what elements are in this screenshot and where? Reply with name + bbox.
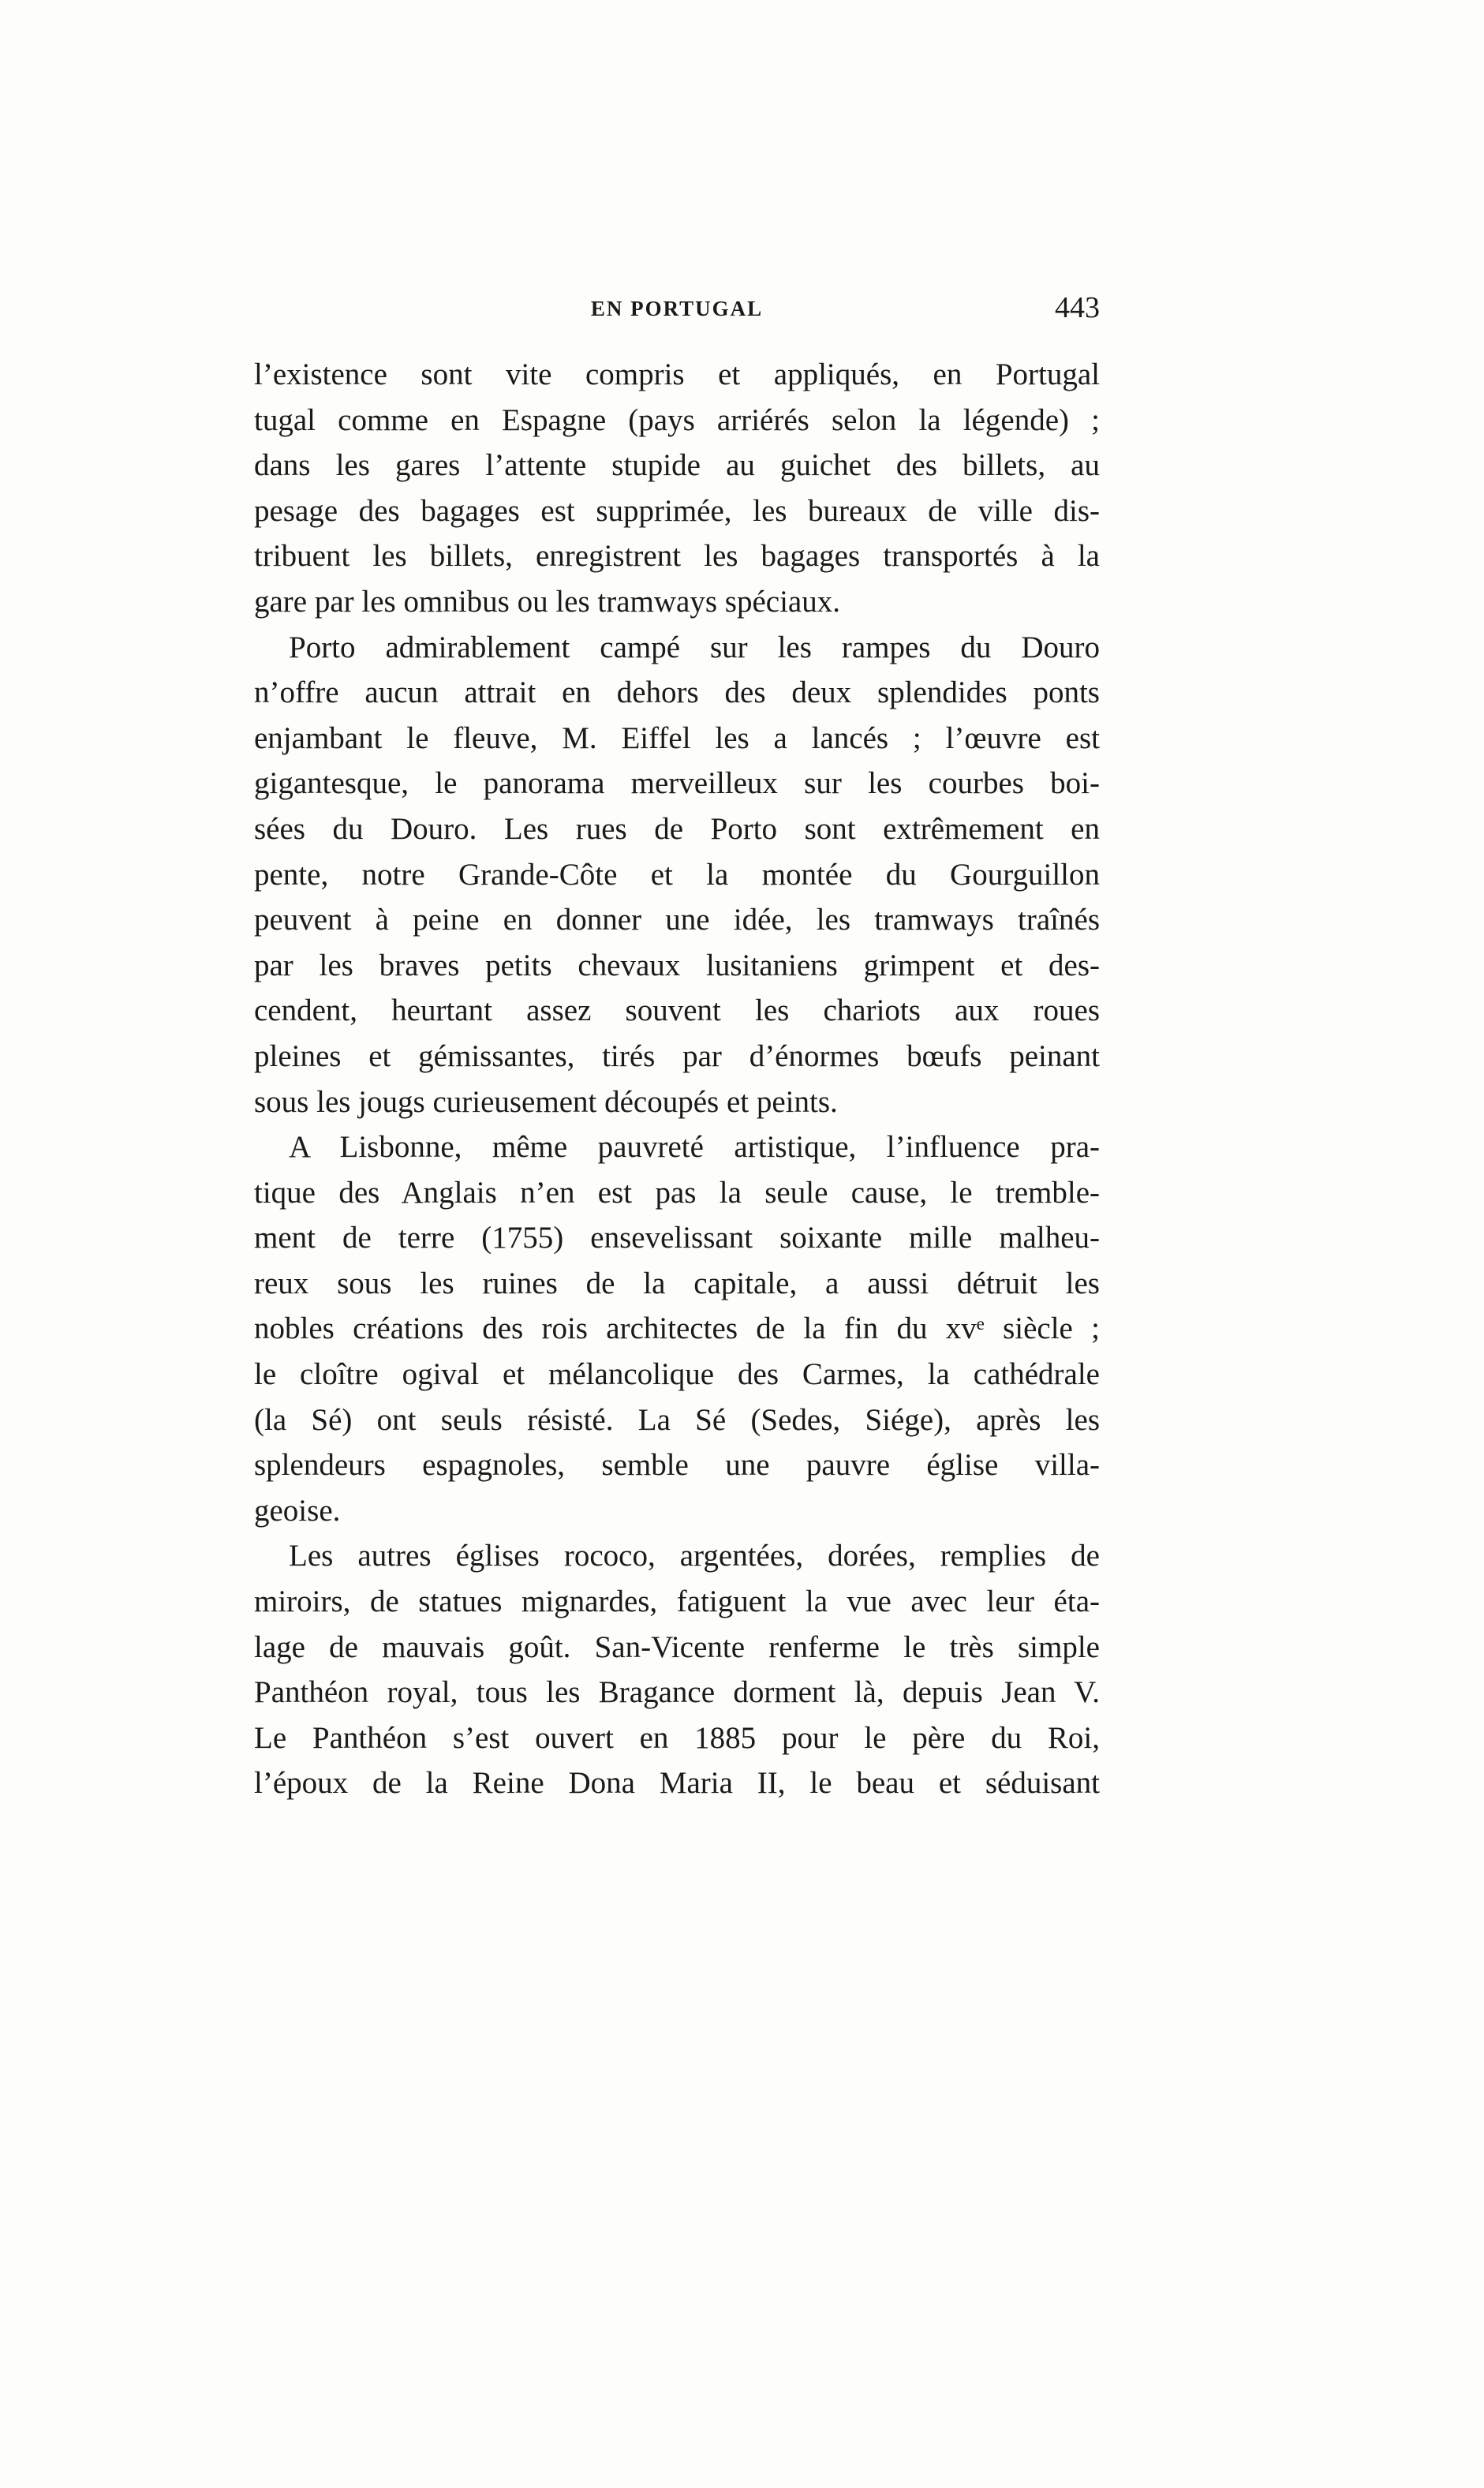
text-line: tribuent les billets, enregistrent les bagages transportés à la xyxy=(254,539,1100,574)
paragraph-4-cont xyxy=(254,1760,1100,1806)
page-number: 443 xyxy=(1055,291,1100,324)
paragraph-2 xyxy=(254,625,1100,671)
paragraph-4-cont xyxy=(254,1579,1100,1625)
text-line: le cloître ogival et mélancolique des Carmes, la cathédrale xyxy=(254,1357,1100,1392)
text-line: gigantesque, le panorama merveilleux sur les courbes boi- xyxy=(254,766,1100,801)
body-text xyxy=(254,352,1100,1806)
paragraph-4-cont xyxy=(254,1625,1100,1671)
text-line: peuvent à peine en donner une idée, les tramways traînés xyxy=(254,903,1100,937)
text-line: reux sous les ruines de la capitale, a aussi détruit les xyxy=(254,1266,1100,1300)
text-line: ment de terre (1755) ensevelissant soixante mille malheu- xyxy=(254,1221,1100,1255)
text-line: Le Panthéon s’est ouvert en 1885 pour le père du Roi, xyxy=(254,1720,1100,1755)
text-line: A Lisbonne, même pauvreté artistique, l’influence pra- xyxy=(289,1130,1100,1165)
paragraph-3-cont xyxy=(254,1442,1100,1488)
paragraph-4-cont xyxy=(254,1670,1100,1715)
text-line: lage de mauvais goût. San-Vicente renferme le très simple xyxy=(254,1629,1100,1664)
paragraph-1-cont xyxy=(254,443,1100,488)
paragraph-2-end xyxy=(254,1079,1100,1125)
paragraph-2-cont xyxy=(254,1034,1100,1079)
paragraph-1-cont xyxy=(254,398,1100,443)
text-line: cendent, heurtant assez souvent les chariots aux roues xyxy=(254,993,1100,1028)
text-line: nobles créations des rois architectes de la fin du xvᵉ siècle ; xyxy=(254,1311,1100,1346)
paragraph-3-cont xyxy=(254,1170,1100,1216)
text-line: (la Sé) ont seuls résisté. La Sé (Sedes, Siége), après les xyxy=(254,1402,1100,1437)
paragraph-2-cont xyxy=(254,670,1100,716)
text-line: miroirs, de statues mignardes, fatiguent la vue avec leur éta- xyxy=(254,1584,1100,1619)
paragraph-2-cont xyxy=(254,988,1100,1034)
text-line: pente, notre Grande-Côte et la montée du Gourguillon xyxy=(254,857,1100,892)
paragraph-3-cont xyxy=(254,1306,1100,1352)
paragraph-2-cont xyxy=(254,806,1100,852)
running-title: EN PORTUGAL xyxy=(590,297,764,320)
text-line: par les braves petits chevaux lusitaniens grimpent et des- xyxy=(254,948,1100,982)
text-line: dans les gares l’attente stupide au guichet des billets, au xyxy=(254,448,1100,483)
paragraph-2-cont xyxy=(254,761,1100,806)
paragraph-1-end xyxy=(254,579,1100,625)
paragraph-2-cont xyxy=(254,852,1100,898)
text-line: Les autres églises rococo, argentées, dorées, remplies de xyxy=(289,1539,1100,1573)
paragraph-2-cont xyxy=(254,897,1100,943)
running-head xyxy=(254,290,1100,338)
paragraph-3-cont xyxy=(254,1352,1100,1397)
paragraph-3-end xyxy=(254,1488,1100,1534)
text-line: l’époux de la Reine Dona Maria II, le beau et séduisant xyxy=(254,1766,1100,1801)
paragraph-3-cont xyxy=(254,1261,1100,1307)
text-line: sées du Douro. Les rues de Porto sont extrêmement en xyxy=(254,811,1100,846)
paragraph-1 xyxy=(254,352,1100,398)
text-line: tique des Anglais n’en est pas la seule cause, le tremble- xyxy=(254,1175,1100,1210)
text-line: Porto admirablement campé sur les rampes du Douro xyxy=(289,630,1100,664)
text-line: pleines et gémissantes, tirés par d’énormes bœufs peinant xyxy=(254,1038,1100,1073)
text-line: gare par les omnibus ou les tramways spéciaux. xyxy=(254,584,840,619)
text-line: n’offre aucun attrait en dehors des deux splendides ponts xyxy=(254,675,1100,710)
text-line: tugal comme en Espagne (pays arriérés selon la légende) ; xyxy=(254,402,1100,437)
text-line: pesage des bagages est supprimée, les bureaux de ville dis- xyxy=(254,493,1100,528)
text-line: enjambant le fleuve, M. Eiffel les a lancés ; l’œuvre est xyxy=(254,720,1100,755)
paragraph-1-cont xyxy=(254,488,1100,534)
text-line: l’existence sont vite compris et appliqués, en Portugal xyxy=(254,357,1100,391)
text-line: splendeurs espagnoles, semble une pauvre église villa- xyxy=(254,1448,1100,1483)
text-line: geoise. xyxy=(254,1493,341,1528)
text-line: sous les jougs curieusement découpés et peints. xyxy=(254,1084,838,1119)
text-line: Panthéon royal, tous les Bragance dorment là, depuis Jean V. xyxy=(254,1675,1100,1710)
paragraph-3-cont xyxy=(254,1215,1100,1261)
paragraph-1-cont xyxy=(254,533,1100,579)
paragraph-4 xyxy=(254,1533,1100,1579)
paragraph-4-cont xyxy=(254,1715,1100,1761)
paragraph-3-cont xyxy=(254,1397,1100,1443)
paragraph-2-cont xyxy=(254,716,1100,761)
paragraph-3 xyxy=(254,1124,1100,1170)
paragraph-2-cont xyxy=(254,943,1100,989)
